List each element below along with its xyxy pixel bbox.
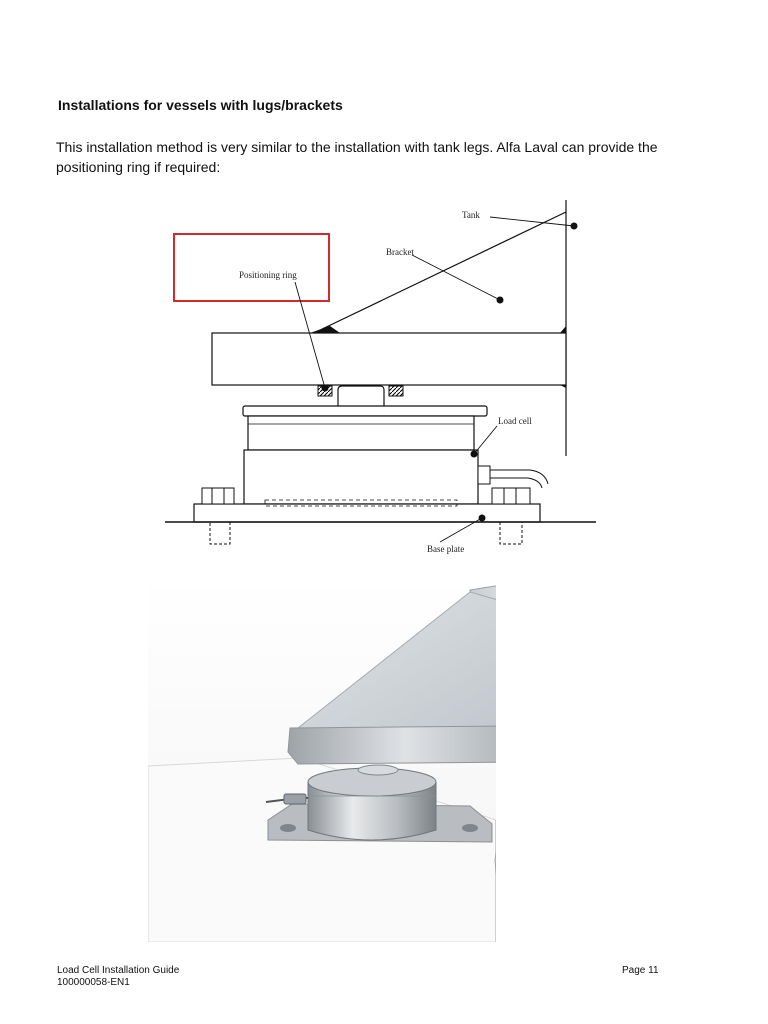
positioning-ring-right (389, 386, 403, 396)
intro-line-2: positioning ring if required: (56, 159, 221, 175)
load-cell-upper-body (248, 416, 474, 450)
positioning-ring-marker (322, 385, 329, 392)
footer-left (57, 965, 179, 989)
label-tank: Tank (462, 210, 480, 220)
load-button (338, 386, 384, 406)
tank-marker (571, 223, 578, 230)
load-cell-top-flange (243, 406, 487, 416)
cable-connector (478, 466, 490, 484)
footer-doc-number: 100000058-EN1 (57, 977, 130, 988)
base-plate (194, 504, 540, 522)
label-positioning-ring: Positioning ring (239, 270, 297, 280)
bracket-plate (212, 333, 566, 385)
footer-doc-title: Load Cell Installation Guide (57, 965, 180, 976)
positioning-ring-highlight (174, 234, 329, 301)
bracket-top-plate (288, 726, 496, 764)
load-cell-marker (471, 451, 478, 458)
intro-paragraph (56, 137, 696, 177)
label-base-plate: Base plate (427, 544, 465, 554)
bracket-gusset (318, 212, 566, 331)
label-bracket: Bracket (386, 247, 414, 257)
cable (490, 470, 548, 484)
footer-page-number: Page 11 (622, 965, 659, 976)
section-heading: Installations for vessels with lugs/brackets (58, 97, 343, 113)
label-load-cell: Load cell (498, 416, 532, 426)
intro-line-1: This installation method is very similar to the installation with tank legs. Alfa Laval can provide the (56, 139, 658, 155)
installation-render (148, 576, 496, 942)
base-plate-marker (479, 515, 486, 522)
load-cell-lower-body (244, 450, 478, 504)
bracket-marker (497, 297, 504, 304)
installation-diagram (160, 195, 600, 560)
